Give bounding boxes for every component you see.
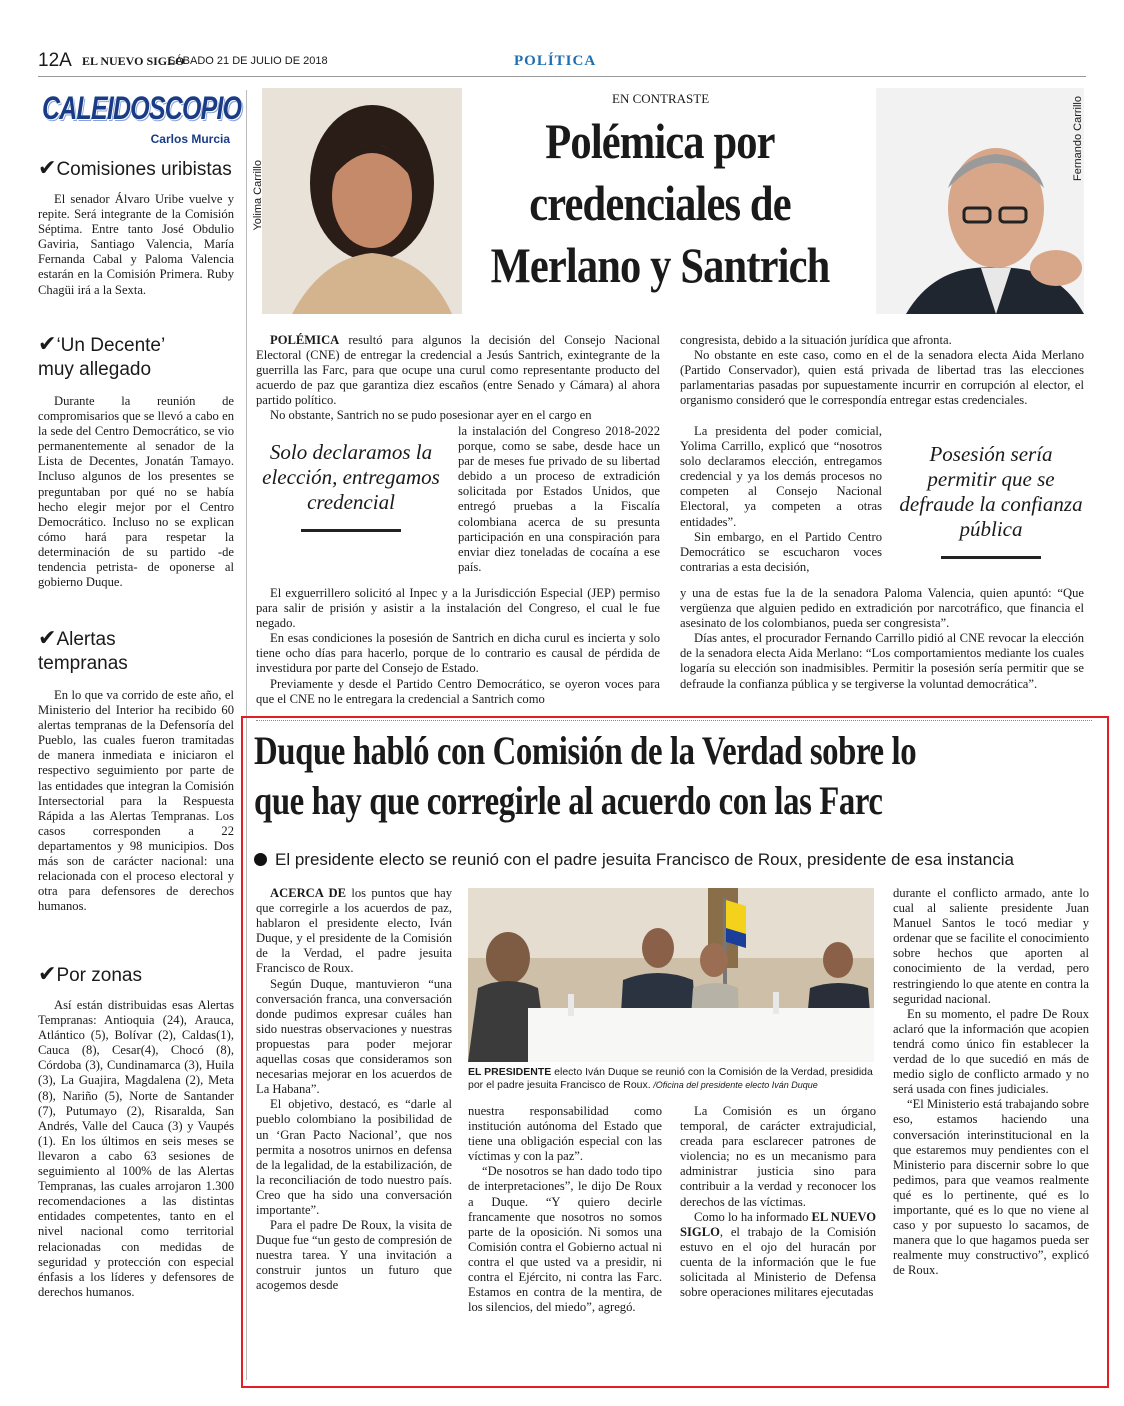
subhead-text: El presidente electo se reunió con el padre jesuita Francisco de Roux, presidente de esa instancia <box>275 850 1014 869</box>
pullquote-text: Posesión sería permitir que se defraude la confianza pública <box>899 442 1083 541</box>
paragraph: durante el conflicto armado, ante lo cual al saliente presidente Juan Manuel Santos le tocó mediar y ordenar que se facilite el conocimiento sobre hechos que aporten al conocimiento de la verdad, pero restringiendo lo que atente en contra la seguridad nacional. <box>893 886 1089 1006</box>
lead-word: ACERCA DE <box>270 886 347 900</box>
paragraph-part: Como lo ha informado <box>694 1209 812 1224</box>
caleidoscopio-item <box>38 962 234 1300</box>
box-col4 <box>893 886 1089 1278</box>
pullquote-rule <box>301 529 401 532</box>
paragraph: En esas condiciones la posesión de Santrich en dicha curul es incierta y solo tiene ocho días para hacerlo, porque de lo contrario es causal de pérdida de investidura por parte del Consejo de Estado. <box>256 631 660 676</box>
paragraph: El exguerrillero solicitó al Inpec y a la Jurisdicción Especial (JEP) permiso para salir de prisión y asistir a la instalación del Congreso, el cual le fue negado. <box>256 586 660 631</box>
paragraph: Días antes, el procurador Fernando Carrillo pidió al CNE revocar la elección de la senadora electa Aida Merlano: “Los comportamientos mediante los cuales logaría su elección son inadmisibles. Permitir la posesión sería permitir que se defraude la confianza pública y se tergiverse la voluntad democrática”. <box>680 631 1084 691</box>
caption-credit: /Oficina del presidente electo Iván Duque <box>650 1080 818 1090</box>
checkmark-icon: ✔ <box>38 155 57 180</box>
meeting-photo <box>468 888 874 1062</box>
portrait-photo-right <box>876 88 1084 314</box>
paragraph: “De nosotros se han dado todo tipo de interpretaciones”, le dijo De Roux a Duque. “Y quiero decirle francamente que nosotros no somos parte de la oposición. Ni somos una Comisión contra el Gobierno actual ni contra el que usted va a presidir, ni contra el Ejército, ni contra las Farc. Estamos en contra de la mentira, de los silencios, del miedo”, agregó. <box>468 1164 662 1315</box>
paragraph: nuestra responsabilidad como institución autónoma del Estado que tiene una obligación especial con las víctimas y con la paz”. <box>468 1104 662 1164</box>
paragraph: Para el padre De Roux, la visita de Duque fue “un gesto de compresión de nuestra tarea. Y una invitación a construir juntos un futuro que acogemos desde <box>256 1218 452 1293</box>
item-heading: Alertas <box>56 629 116 650</box>
paragraph: El objetivo, destacó, es “darle al pueblo colombiano la posibilidad de un ‘Gran Pacto Nacional’, que nos permita a nosotros unirnos en defensa de la legalidad, de la estabilización, de la reconciliación de todo nuestro país. Creo que ha sido una conversación importante”. <box>256 1097 452 1217</box>
dateline: SÁBADO 21 DE JULIO DE 2018 <box>168 55 328 67</box>
top-article-col2-bottom <box>680 586 1084 692</box>
paragraph: No obstante, Santrich no se pudo posesionar ayer en el cargo en <box>270 408 592 423</box>
paragraph: No obstante en este caso, como en el de la senadora electa Aida Merlano (Partido Conservador), quien está privada de libertad tras las elecciones parlamentarias pasadas por supuestamente incurrir en corrupción al elector, el organismo consideró que le correspondía entregar estas credenciales. <box>680 348 1084 408</box>
item-heading: Comisiones uribistas <box>56 159 232 180</box>
paragraph: Sin embargo, en el Partido Centro Democrático se escucharon voces contrarias a esta decisión, <box>680 529 882 574</box>
caleidoscopio-author: Carlos Murcia <box>150 132 230 146</box>
box-col1 <box>256 886 452 1294</box>
caption-text: electo Iván Duque se reunió con la Comisión de la Verdad, presidida por el padre jesuita Francisco de Roux. <box>468 1066 873 1091</box>
paragraph: los puntos que hay que corregirle a los acuerdos de paz, hablaron el presidente electo, Iván Duque, y el presidente de la Comisión de la Verdad, el padre jesuita Francisco de Roux. <box>256 886 452 976</box>
item-body: En lo que va corrido de este año, el Ministerio del Interior ha recibido 60 alertas tempranas de la Defensoría del Pueblo, las cuales fueron tramitadas de manera inmediata e iniciaron el respectivo seguimiento por parte de las entidades que integran la Comisión Intersectorial para la Respuesta Rápida a las Alertas Tempranas. Los casos corresponden a 22 departamentos y 98 municipios. Dos más son de carácter nacional: una relacionada con el proceso electoral y otra para defensores de derechos humanos. <box>38 688 234 914</box>
caleidoscopio-title: CALEIDOSCOPIO <box>42 90 242 126</box>
box-col2 <box>468 1104 662 1315</box>
checkmark-icon: ✔ <box>38 625 57 650</box>
paragraph: La Comisión es un órgano temporal, de carácter extrajudicial, creada para esclarecer patrones de violencia; no es un mecanismo para administrar justicia sino para contribuir a la verdad y reconocer los derechos de las víctimas. <box>680 1104 876 1209</box>
pullquote-rule <box>941 556 1041 559</box>
item-body: Así están distribuidas esas Alertas Tempranas: Antioquia (24), Arauca, Atlántico (5), Bolívar (2), Caldas(1), Cauca (8), Cesar(4), Chocó (8), Córdoba (3), Cundinamarca (3), Huila (3), La Guajira, Magdalena (2), Meta (8), Nariño (5), Norte de Santander (7), Putumayo (2), Risaralda, San Andrés, Valle del Cauca (3) y Vaupés (1). En los últimos en seis meses se llevaron a cabo 63 sesiones de seguimiento al 100% de las Alertas Tempranas, las cuales arrojaron 1.300 recomendaciones a las distintas entidades competentes, tanto en el nivel nacional como territorial relacionadas con medidas de seguridad y protección con especial énfasis a los líderes y defensores de derechos humanos. <box>38 998 234 1299</box>
top-article-col1 <box>256 333 660 424</box>
item-heading-line2: muy allegado <box>38 359 152 380</box>
paragraph-part: , el trabajo de la Comisión estuvo en el ojo del huracán por cuenta de la información que le fue solicitada al Ministerio de Defensa sobre operaciones militares ejecutadas <box>680 1224 876 1300</box>
headline-line: Duque habló con Comisión de la Verdad sobre lo <box>254 728 917 773</box>
item-heading-line2: tempranas <box>38 653 128 674</box>
box-headline <box>254 726 992 826</box>
section-label: POLÍTICA <box>514 53 597 69</box>
lead-word: POLÉMICA <box>270 333 340 347</box>
caleidoscopio-item <box>38 332 234 590</box>
paragraph: “El Ministerio está trabajando sobre eso, estamos haciendo una conversación interinstitucional en la que estaremos muy pendientes con el Ministerio para discernir sobre lo que pedimos, para que veamos realmente qué es lo pertinente, qué es lo importante, qué es lo que no viene al caso y por supuesto lo sacamos, de manera que lo que hagamos pueda ser realmente muy constructivo”, explicó de Roux. <box>893 1097 1089 1278</box>
item-heading: Por zonas <box>56 965 142 986</box>
top-article-col2-narrow <box>680 424 882 575</box>
box-subhead <box>254 850 1014 870</box>
paragraph: Según Duque, mantuvieron “una conversación franca, una conversación donde pudimos expresar cuáles han sido nuestras observaciones y nuestras propuestas para poder mejorar aquellas cosas que consideramos son necesarias mejorar en los acuerdos de La Habana”. <box>256 976 452 1097</box>
caption-lead: EL PRESIDENTE <box>468 1066 552 1078</box>
top-article-col1-wrap <box>458 424 660 575</box>
photo-credit-left: Yolima Carrillo <box>252 160 264 231</box>
paragraph: congresista, debido a la situación jurídica que afronta. <box>680 333 952 347</box>
top-article-col2 <box>680 333 1084 408</box>
bullet-dot-icon <box>254 853 267 866</box>
page-header <box>38 48 1086 77</box>
brand-name: EL NUEVO SIGLO <box>680 1209 877 1239</box>
pullquote-text: Solo declaramos la elección, entregamos credencial <box>262 440 440 514</box>
photo-caption <box>468 1066 876 1092</box>
paragraph: resultó para algunos la decisión del Consejo Nacional Electoral (CNE) de entregar la credencial a Jesús Santrich, exintegrante de la guerrilla las Farc, para que ocupe una curul como representante producto del acuerdo de paz que garantiza diez escaños (entre Senado y Cámara) al ahora partido político. <box>256 333 660 408</box>
portrait-photo-left <box>262 88 462 314</box>
caleidoscopio-item <box>38 156 234 298</box>
paragraph: Previamente y desde el Partido Centro Democrático, se oyeron voces para que el CNE no le entregara la credencial a Santrich como <box>256 676 660 706</box>
item-body: Durante la reunión de compromisarios que se llevó a cabo en la sede del Centro Democrático, se vio permanentemente al senador de la Lista de Decentes, Jonatán Tamayo. Incluso algunos de los presentes se preguntaban por qué no se había hecho elegir mejor por el Centro Democrático. Incluso no se explican cómo hará para respetar la determinación de su partido -de tendencia petrista- de oponerse al gobierno Duque. <box>38 394 234 590</box>
caleidoscopio-column <box>38 90 242 1380</box>
paragraph: y una de estas fue la de la senadora Paloma Valencia, quien apuntó: “Que vergüenza que alguien pedido en extradición por narcotráfico, que financia el asesinato de los colombianos, pueda ser congresista”. <box>680 586 1084 631</box>
item-heading: ‘Un Decente’ <box>56 335 166 356</box>
checkmark-icon: ✔ <box>38 331 57 356</box>
item-body: El senador Álvaro Uribe vuelve y repite. Será integrante de la Comisión Séptima. Entre tanto José Obdulio Gaviria, Santiago Valencia, María Fernanda Cabal y Paloma Valencia estarán en la Comisión Primera. Ruby Chagüi irá a la Sexta. <box>38 192 234 297</box>
headline-line: Merlano y Santrich <box>490 237 830 293</box>
headline-line: Polémica por <box>545 113 775 169</box>
kicker: EN CONTRASTE <box>612 91 710 106</box>
box-col3 <box>680 1104 876 1300</box>
caleidoscopio-header <box>38 90 242 150</box>
page-number: 12A <box>38 50 72 71</box>
dotted-divider <box>256 720 1092 721</box>
paragraph: la instalación del Congreso 2018-2022 porque, como se sabe, desde hace un par de meses fue privado de su libertad debido a un proceso de extradición solicitada por Estados Unidos, que entregó pruebas a la Fiscalía colombiana acerca de su presunta participación en una conspiración para enviar diez toneladas de cocaína a ese país. <box>458 424 660 574</box>
pullquote-right <box>896 442 1086 559</box>
top-headline <box>473 110 847 296</box>
pullquote-left <box>256 440 446 532</box>
photo-credit-right: Fernando Carrillo <box>1072 96 1084 181</box>
caleidoscopio-item <box>38 626 234 914</box>
top-article-col1-bottom <box>256 586 660 707</box>
masthead: EL NUEVO SIGLO <box>82 54 185 68</box>
headline-line: credenciales de <box>529 175 791 231</box>
paragraph: La presidenta del poder comicial, Yolima Carrillo, explicó que “nosotros solo declaramos elección, entregamos credencial y ya los demás procesos no competen al Consejo Nacional Electoral, ya competen a otras entidades”. <box>680 424 882 529</box>
headline-line: que hay que corregirle al acuerdo con las Farc <box>254 778 883 823</box>
paragraph: En su momento, el padre De Roux aclaró que la información que acopien tendrá como único fin establecer la verdad de lo que sucedió en más de medio siglo de conflicto armado y no será usada con fines judiciales. <box>893 1006 1089 1097</box>
checkmark-icon: ✔ <box>38 961 57 986</box>
